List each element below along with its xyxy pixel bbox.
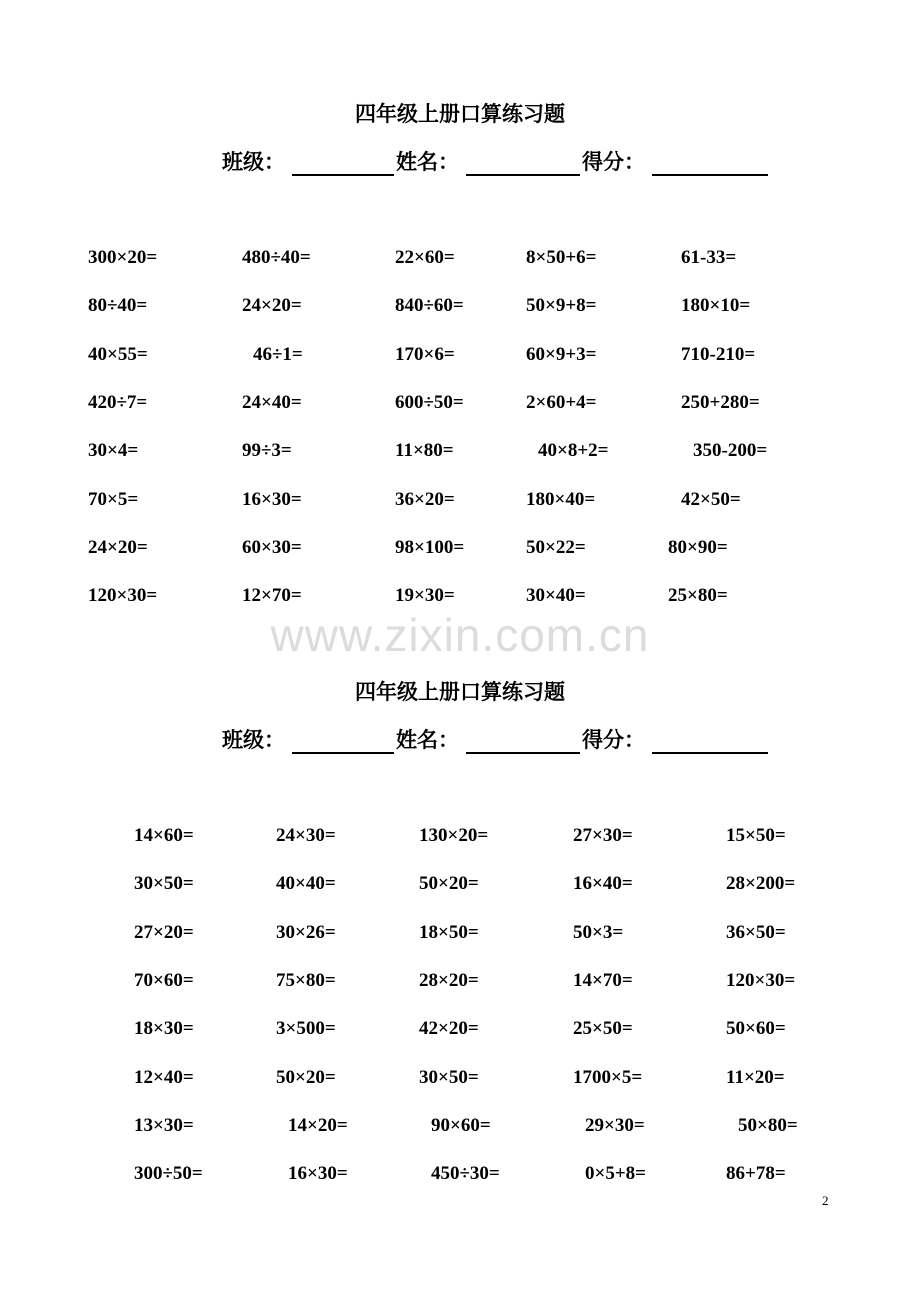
problem-item: 86+78= bbox=[726, 1163, 786, 1185]
problem-item: 170×6= bbox=[395, 343, 455, 365]
problem-item: 80÷40= bbox=[88, 295, 148, 317]
class-blank[interactable] bbox=[292, 752, 394, 754]
class-blank[interactable] bbox=[292, 174, 394, 176]
problem-item: 1700×5= bbox=[573, 1066, 643, 1088]
problem-item: 60×9+3= bbox=[526, 343, 597, 365]
problem-item: 28×20= bbox=[419, 969, 479, 991]
problem-item: 22×60= bbox=[395, 247, 455, 268]
problem-item: 50×20= bbox=[419, 873, 479, 895]
problem-item: 11×20= bbox=[726, 1066, 785, 1088]
problem-item: 50×22= bbox=[526, 536, 586, 558]
problem-item: 0×5+8= bbox=[585, 1163, 646, 1185]
class-label: 班级： bbox=[222, 150, 285, 174]
problem-item: 8×50+6= bbox=[526, 247, 597, 268]
problem-item: 120×30= bbox=[726, 969, 796, 991]
name-label: 姓名： bbox=[396, 150, 459, 174]
problem-item: 180×40= bbox=[526, 488, 596, 510]
problem-item: 250+280= bbox=[681, 391, 760, 413]
problem-item: 14×70= bbox=[573, 969, 633, 991]
problem-item: 50×80= bbox=[738, 1114, 798, 1136]
watermark: www.zixin.com.cn bbox=[270, 609, 650, 661]
problem-item: 75×80= bbox=[276, 969, 336, 991]
problem-item: 27×30= bbox=[573, 825, 633, 846]
problem-item: 70×60= bbox=[134, 969, 194, 991]
problem-item: 840÷60= bbox=[395, 295, 464, 317]
problem-item: 16×40= bbox=[573, 873, 633, 895]
problem-item: 18×50= bbox=[419, 921, 479, 943]
problem-item: 420÷7= bbox=[88, 391, 148, 413]
problem-item: 11×80= bbox=[395, 440, 454, 462]
problem-item: 50×3= bbox=[573, 921, 624, 943]
name-blank[interactable] bbox=[466, 174, 580, 176]
problem-item: 16×30= bbox=[288, 1163, 348, 1185]
problem-item: 50×9+8= bbox=[526, 295, 597, 317]
problem-item: 14×20= bbox=[288, 1114, 348, 1136]
name-blank[interactable] bbox=[466, 752, 580, 754]
problem-item: 28×200= bbox=[726, 873, 796, 895]
problem-item: 29×30= bbox=[585, 1114, 645, 1136]
problem-item: 24×20= bbox=[242, 295, 302, 317]
problem-item: 2×60+4= bbox=[526, 391, 597, 413]
score-label: 得分： bbox=[582, 728, 645, 752]
score-blank[interactable] bbox=[652, 174, 768, 176]
problem-item: 18×30= bbox=[134, 1018, 194, 1040]
problem-item: 50×60= bbox=[726, 1018, 786, 1040]
problem-item: 300÷50= bbox=[134, 1163, 203, 1185]
problem-item: 120×30= bbox=[88, 585, 158, 607]
problem-item: 13×30= bbox=[134, 1114, 194, 1136]
problem-item: 3×500= bbox=[276, 1018, 336, 1040]
problem-item: 40×55= bbox=[88, 343, 148, 365]
problem-item: 16×30= bbox=[242, 488, 302, 510]
problem-item: 15×50= bbox=[726, 825, 786, 846]
score-label: 得分： bbox=[582, 150, 645, 174]
problem-item: 25×80= bbox=[668, 585, 728, 607]
problem-item: 14×60= bbox=[134, 825, 194, 846]
problem-item: 350-200= bbox=[693, 440, 768, 462]
page-number: 2 bbox=[822, 1193, 829, 1208]
name-label: 姓名： bbox=[396, 728, 459, 752]
problem-item: 36×50= bbox=[726, 921, 786, 943]
problem-item: 70×5= bbox=[88, 488, 139, 510]
problem-item: 30×40= bbox=[526, 585, 586, 607]
problem-item: 480÷40= bbox=[242, 247, 311, 268]
score-blank[interactable] bbox=[652, 752, 768, 754]
problem-item: 19×30= bbox=[395, 585, 455, 607]
problem-item: 180×10= bbox=[681, 295, 751, 317]
problem-item: 130×20= bbox=[419, 825, 489, 846]
problem-item: 40×8+2= bbox=[538, 440, 609, 462]
problem-item: 80×90= bbox=[668, 536, 728, 558]
problem-item: 30×4= bbox=[88, 440, 139, 462]
problem-item: 24×40= bbox=[242, 391, 302, 413]
problem-item: 61-33= bbox=[681, 247, 737, 268]
problem-item: 42×50= bbox=[681, 488, 741, 510]
problem-item: 12×40= bbox=[134, 1066, 194, 1088]
problem-item: 60×30= bbox=[242, 536, 302, 558]
problem-item: 40×40= bbox=[276, 873, 336, 895]
problem-item: 450÷30= bbox=[431, 1163, 500, 1185]
problem-item: 30×50= bbox=[134, 873, 194, 895]
class-label: 班级： bbox=[222, 728, 285, 752]
problem-item: 30×26= bbox=[276, 921, 336, 943]
problem-item: 25×50= bbox=[573, 1018, 633, 1040]
problem-item: 300×20= bbox=[88, 247, 158, 268]
problem-item: 600÷50= bbox=[395, 391, 464, 413]
problem-item: 46÷1= bbox=[253, 343, 303, 365]
worksheet-title: 四年级上册口算练习题 bbox=[355, 102, 565, 126]
problem-item: 50×20= bbox=[276, 1066, 336, 1088]
problem-item: 27×20= bbox=[134, 921, 194, 943]
problem-item: 98×100= bbox=[395, 536, 465, 558]
problem-item: 90×60= bbox=[431, 1114, 491, 1136]
problem-item: 36×20= bbox=[395, 488, 455, 510]
problem-item: 99÷3= bbox=[242, 440, 292, 462]
problem-item: 12×70= bbox=[242, 585, 302, 607]
problem-item: 42×20= bbox=[419, 1018, 479, 1040]
problem-item: 24×20= bbox=[88, 536, 148, 558]
worksheet-title: 四年级上册口算练习题 bbox=[355, 680, 565, 704]
problem-item: 24×30= bbox=[276, 825, 336, 846]
problem-item: 710-210= bbox=[681, 343, 756, 365]
problem-item: 30×50= bbox=[419, 1066, 479, 1088]
